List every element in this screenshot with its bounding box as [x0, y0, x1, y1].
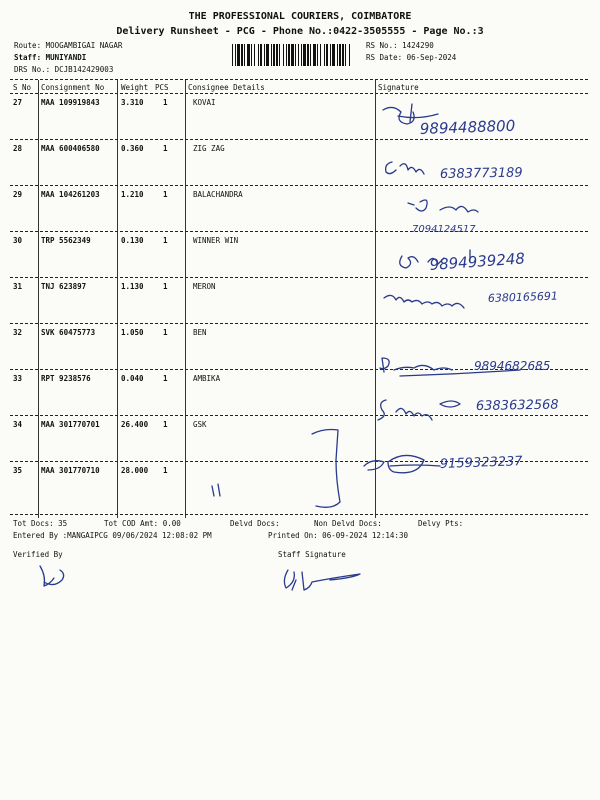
row-sno: 33 [13, 374, 23, 383]
row-pcs: 1 [163, 374, 168, 383]
row-weight: 28.000 [121, 466, 149, 475]
row-weight: 3.310 [121, 98, 144, 107]
row-pcs: 1 [163, 190, 168, 199]
row-sno: 30 [13, 236, 23, 245]
col-header-pcs: PCS [155, 83, 169, 92]
header-rule [10, 93, 588, 94]
signature-mark [408, 200, 478, 212]
verified-by-label: Verified By [13, 550, 63, 559]
row-sno: 31 [13, 282, 23, 291]
signature-mark [212, 484, 220, 496]
route-label: Route: MOOGAMBIGAI NAGAR [14, 41, 123, 50]
signature-mark [384, 295, 464, 308]
barcode [232, 44, 350, 66]
row-consignment-no: MAA 600406580 [41, 144, 100, 153]
signature-mark [380, 358, 520, 376]
drs-number: DRS No.: DCJB142429003 [14, 65, 114, 74]
row-sno: 35 [13, 466, 23, 475]
row-consignee: MERON [193, 282, 216, 291]
row-consignee: ZIG ZAG [193, 144, 225, 153]
row-consignment-no: MAA 301770710 [41, 466, 100, 475]
handwritten-phone-number: 6383632568 [475, 397, 559, 414]
row-consignee: AMBIKA [193, 374, 221, 383]
row-weight: 1.050 [121, 328, 144, 337]
entered-by: Entered By :MANGAIPCG 09/06/2024 12:08:02 PM [13, 531, 212, 540]
row-consignment-no: TRP 5562349 [41, 236, 91, 245]
delvd-docs: Delvd Docs: [230, 519, 280, 528]
row-separator [10, 323, 588, 324]
handwritten-phone-number: 9159323237 [439, 454, 523, 472]
row-separator [10, 185, 588, 186]
signature-mark [378, 400, 460, 420]
row-consignee: KOVAI [193, 98, 216, 107]
staff-label: Staff: MUNIYANDI [14, 53, 87, 62]
staff-signature-label: Staff Signature [278, 550, 346, 559]
company-name: THE PROFESSIONAL COURIERS, COIMBATORE [188, 11, 412, 22]
col-header-consignee: Consignee Details [188, 83, 265, 92]
row-separator [10, 461, 588, 462]
row-consignment-no: MAA 109919843 [41, 98, 100, 107]
row-weight: 0.130 [121, 236, 144, 245]
row-pcs: 1 [163, 466, 168, 475]
row-consignee: BEN [193, 328, 207, 337]
row-separator [10, 277, 588, 278]
tot-cod-amt: Tot COD Amt: 0.00 [104, 519, 181, 528]
row-separator [10, 415, 588, 416]
col-header-weight: Weight [121, 83, 149, 92]
signature-mark [383, 104, 438, 124]
row-consignment-no: MAA 104261203 [41, 190, 100, 199]
col-divider [38, 80, 39, 518]
handwritten-phone-number: 7094124517 [412, 224, 476, 235]
row-weight: 1.130 [121, 282, 144, 291]
row-pcs: 1 [163, 144, 168, 153]
col-divider [117, 80, 118, 518]
row-consignee: BALACHANDRA [193, 190, 243, 199]
table-top-rule [10, 79, 588, 80]
row-consignee: WINNER WIN [193, 236, 239, 245]
row-sno: 32 [13, 328, 23, 337]
tot-docs: Tot Docs: 35 [13, 519, 68, 528]
table-bottom-rule [10, 514, 588, 515]
col-header-signature: Signature [378, 83, 419, 92]
runsheet-title: Delivery Runsheet - PCG - Phone No.:0422-3505555 - Page No.:3 [116, 26, 484, 37]
row-consignee: GSK [193, 420, 207, 429]
printed-on: Printed On: 06-09-2024 12:14:30 [268, 531, 408, 540]
row-separator [10, 369, 588, 370]
signature-mark [312, 430, 340, 508]
handwritten-phone-number: 9894488800 [419, 116, 516, 138]
row-separator [10, 139, 588, 140]
row-consignment-no: TNJ 623897 [41, 282, 87, 291]
row-sno: 28 [13, 144, 23, 153]
row-consignment-no: RPT 9238576 [41, 374, 91, 383]
row-weight: 1.210 [121, 190, 144, 199]
row-pcs: 1 [163, 420, 168, 429]
signature-mark [400, 250, 470, 268]
non-delvd-docs: Non Delvd Docs: [314, 519, 382, 528]
row-consignment-no: MAA 301770701 [41, 420, 100, 429]
col-divider [185, 80, 186, 518]
col-header-consignment: Consignment No [41, 83, 105, 92]
row-sno: 27 [13, 98, 23, 107]
handwritten-phone-number: 6380165691 [487, 289, 559, 305]
row-pcs: 1 [163, 328, 168, 337]
col-divider [375, 80, 376, 518]
handwritten-phone-number: 9894939248 [429, 249, 526, 274]
delvy-pts: Delvy Pts: [418, 519, 464, 528]
row-weight: 0.040 [121, 374, 144, 383]
row-weight: 0.360 [121, 144, 144, 153]
verified-signature [40, 566, 64, 586]
staff-signature [284, 570, 360, 590]
row-pcs: 1 [163, 236, 168, 245]
row-consignment-no: SVK 60475773 [41, 328, 96, 337]
handwritten-phone-number: 6383773189 [439, 165, 523, 182]
row-pcs: 1 [163, 98, 168, 107]
row-weight: 26.400 [121, 420, 149, 429]
row-sno: 29 [13, 190, 23, 199]
row-sno: 34 [13, 420, 23, 429]
signature-mark [386, 162, 424, 174]
row-pcs: 1 [163, 282, 168, 291]
rs-number: RS No.: 1424290 [366, 41, 434, 50]
handwritten-phone-number: 9894682685 [474, 359, 551, 373]
row-separator [10, 231, 588, 232]
rs-date: RS Date: 06-Sep-2024 [366, 53, 457, 62]
col-header-sno: S No [13, 83, 32, 92]
